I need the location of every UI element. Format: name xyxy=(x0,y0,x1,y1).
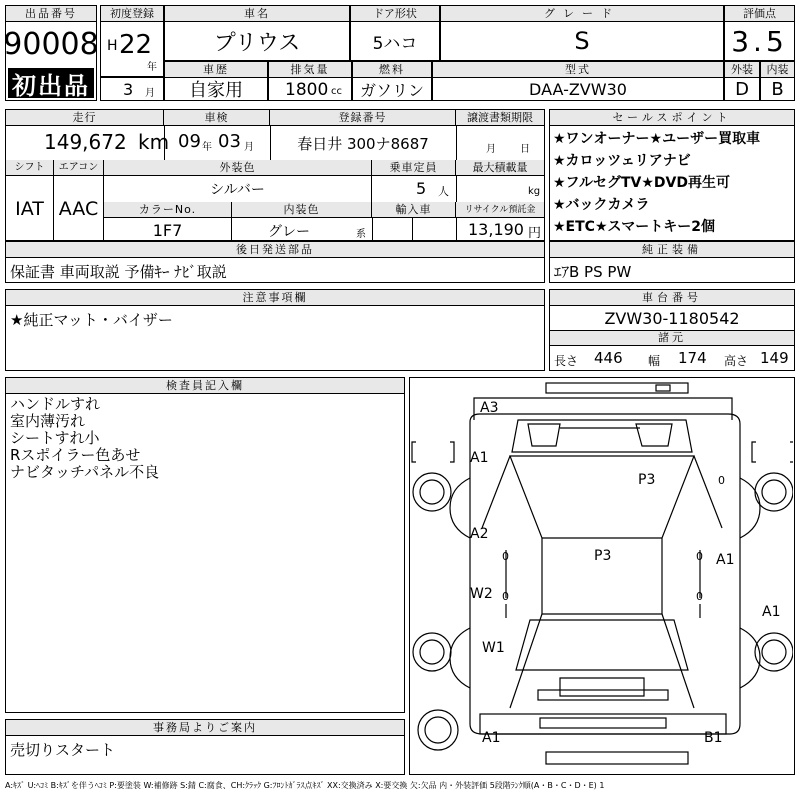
air-conditioner: AAC xyxy=(54,176,104,242)
notes: ★純正マット・バイザー xyxy=(10,311,173,329)
length-label: 長さ xyxy=(554,354,579,368)
displacement-box xyxy=(268,61,352,101)
displacement-label: 排気量 xyxy=(269,62,351,78)
grade-label: グレード xyxy=(441,6,723,22)
damage-mark: W1 xyxy=(482,640,505,656)
interior-label: 内装 xyxy=(761,62,794,78)
exterior-grade: D xyxy=(735,78,749,100)
length: 446 xyxy=(594,349,623,367)
plate-label: 登録番号 xyxy=(270,110,456,126)
score-label: 評価点 xyxy=(725,6,794,22)
month-unit: 月 xyxy=(145,88,155,99)
spec-table xyxy=(5,109,545,241)
damage-mark: A2 xyxy=(470,526,489,542)
office-notes: 売切りスタート xyxy=(10,741,116,759)
inspector-notes-label: 検査員記入欄 xyxy=(6,378,404,394)
zero-mark: 0 xyxy=(502,590,509,603)
first-listing-badge: 初出品 xyxy=(8,68,94,98)
load-label: 最大積載量 xyxy=(456,160,544,176)
notes-label: 注意事項欄 xyxy=(6,290,544,306)
recycle-label: リサイクル預託金 xyxy=(456,202,544,218)
damage-mark: A1 xyxy=(762,604,781,620)
office-notes-label: 事務局よりご案内 xyxy=(6,720,404,736)
dimensions-label: 諸元 xyxy=(550,330,794,346)
grade: S xyxy=(574,27,590,55)
exterior-color: シルバー xyxy=(104,176,372,202)
damage-mark: B1 xyxy=(704,730,723,746)
transfer-month-unit: 月 xyxy=(486,144,496,155)
registration-year: 22 xyxy=(119,30,153,60)
model-label: 型式 xyxy=(433,62,723,78)
mileage-unit: km xyxy=(138,130,170,154)
sales-point-item: ★ワンオーナー★ユーザー買取車 xyxy=(553,131,761,147)
ac-label: エアコン xyxy=(54,160,104,176)
inspector-note: 室内薄汚れ xyxy=(10,412,86,430)
capacity: 5 xyxy=(416,179,427,198)
notes-box xyxy=(5,289,545,371)
model: DAA-ZVW30 xyxy=(529,79,627,99)
inspector-note: Rスポイラー色あせ xyxy=(10,446,141,464)
color-label: 外装色 xyxy=(104,160,372,176)
score-box xyxy=(724,5,795,61)
fuel-box xyxy=(352,61,432,101)
damage-mark: A3 xyxy=(480,400,499,416)
mileage: 149,672 xyxy=(44,130,127,154)
import-label: 輸入車 xyxy=(372,202,456,218)
inspection-month: 03 xyxy=(218,131,241,152)
later-parts: 保証書 車両取説 予備ｷｰ ﾅﾋﾞ取説 xyxy=(10,263,227,281)
interior-grade-box xyxy=(760,61,795,101)
month-box xyxy=(100,77,164,101)
year-unit: 年 xyxy=(147,62,157,73)
interior-color: グレー xyxy=(268,224,310,240)
sales-points-label: セールスポイント xyxy=(550,110,794,126)
sales-point-item: ★フルセグTV★DVD再生可 xyxy=(553,175,731,191)
shift: IAT xyxy=(6,176,54,242)
width-label: 幅 xyxy=(648,354,661,368)
zero-mark: 0 xyxy=(696,590,703,603)
transfer-day-unit: 日 xyxy=(520,144,530,155)
zero-mark: 0 xyxy=(696,550,703,563)
model-box xyxy=(432,61,724,101)
inspection-month-unit: 月 xyxy=(244,142,254,153)
car-name: プリウス xyxy=(213,30,301,56)
color-number: 1F7 xyxy=(104,218,232,242)
damage-mark: A1 xyxy=(482,730,501,746)
capacity-label: 乗車定員 xyxy=(372,160,456,176)
car-outline xyxy=(410,378,793,773)
inspector-note: ナビタッチパネル不良 xyxy=(10,463,160,481)
color-number-label: カラーNo. xyxy=(104,202,232,218)
door-box xyxy=(350,5,440,61)
interior-color-unit: 系 xyxy=(356,229,366,240)
sales-points-box xyxy=(549,109,795,241)
office-notes-box xyxy=(5,719,405,775)
history: 自家用 xyxy=(189,80,243,101)
sales-point-item: ★ETC★スマートキー2個 xyxy=(553,219,715,235)
later-parts-label: 後日発送部品 xyxy=(6,242,544,258)
history-label: 車歴 xyxy=(165,62,267,78)
inspector-note: ハンドルすれ xyxy=(10,395,101,413)
car-name-label: 車名 xyxy=(165,6,349,22)
car-name-box xyxy=(164,5,350,61)
fuel-label: 燃料 xyxy=(353,62,431,78)
damage-mark: P3 xyxy=(594,548,612,564)
interior-grade: B xyxy=(771,78,784,100)
first-registration-box xyxy=(100,5,164,77)
exterior-grade-box xyxy=(724,61,760,101)
damage-mark: A1 xyxy=(716,552,735,568)
equipment: ｴｱB PS PW xyxy=(554,263,632,281)
inspector-note: シートすれ小 xyxy=(10,429,100,447)
damage-mark: A1 xyxy=(470,450,489,466)
exterior-label: 外装 xyxy=(725,62,759,78)
door-label: ドア形状 xyxy=(351,6,439,22)
width: 174 xyxy=(678,349,707,367)
damage-mark: P3 xyxy=(638,472,656,488)
sales-point-item: ★カロッツェリアナビ xyxy=(553,153,691,169)
score: 3.5 xyxy=(731,24,788,58)
shift-label: シフト xyxy=(6,160,54,176)
plate-number: 春日井 300ナ8687 xyxy=(297,134,429,153)
interior-color-label: 内装色 xyxy=(232,202,372,218)
later-parts-box xyxy=(5,241,545,283)
load-unit: kg xyxy=(528,186,541,197)
height: 149 xyxy=(760,349,789,367)
inspection-year: 09 xyxy=(178,131,201,152)
displacement-unit: cc xyxy=(331,86,342,97)
displacement: 1800 xyxy=(285,80,329,100)
inspector-notes-box xyxy=(5,377,405,713)
height-label: 高さ xyxy=(724,354,749,368)
lot-number-box xyxy=(5,5,97,101)
chassis-label: 車台番号 xyxy=(550,290,794,306)
mileage-label: 走行 xyxy=(6,110,164,126)
lot-number-label: 出品番号 xyxy=(6,6,96,22)
damage-diagram xyxy=(409,377,795,775)
legend: A:ｷｽﾞ U:ﾍｺﾐ B:ｷｽﾞを伴うﾍｺﾐ P:要塗装 W:補修跡 S:錆 C:腐食、CH:ｸﾗｯｸ G:ﾌﾛﾝﾄｶﾞﾗｽ点ｷｽﾞ XX:交換済み X:要交換 欠:欠品 内・外装評価 5段階ﾗﾝｸ順(A・B・C・D・E) 1 xyxy=(5,781,605,790)
inspection-label: 車検 xyxy=(164,110,270,126)
transfer-label: 譲渡書類期限 xyxy=(456,110,544,126)
chassis-number: ZVW30-1180542 xyxy=(604,308,740,328)
damage-mark: W2 xyxy=(470,586,493,602)
recycle-deposit: 13,190 xyxy=(468,220,524,239)
zero-mark: 0 xyxy=(502,550,509,563)
equipment-label: 純正装備 xyxy=(550,242,794,258)
recycle-unit: 円 xyxy=(528,226,542,241)
sales-point-item: ★バックカメラ xyxy=(553,197,650,213)
grade-box xyxy=(440,5,724,61)
fuel: ガソリン xyxy=(359,80,424,100)
zero-mark: 0 xyxy=(718,474,725,487)
first-registration-label: 初度登録 xyxy=(101,6,163,22)
capacity-unit: 人 xyxy=(438,185,449,198)
chassis-box xyxy=(549,289,795,371)
lot-number: 90008 xyxy=(3,26,99,62)
door-type: 5ハコ xyxy=(372,33,418,54)
registration-month: 3 xyxy=(123,80,134,99)
history-box xyxy=(164,61,268,101)
equipment-box xyxy=(549,241,795,283)
inspection-year-unit: 年 xyxy=(202,142,212,153)
era-letter: H xyxy=(107,38,118,54)
